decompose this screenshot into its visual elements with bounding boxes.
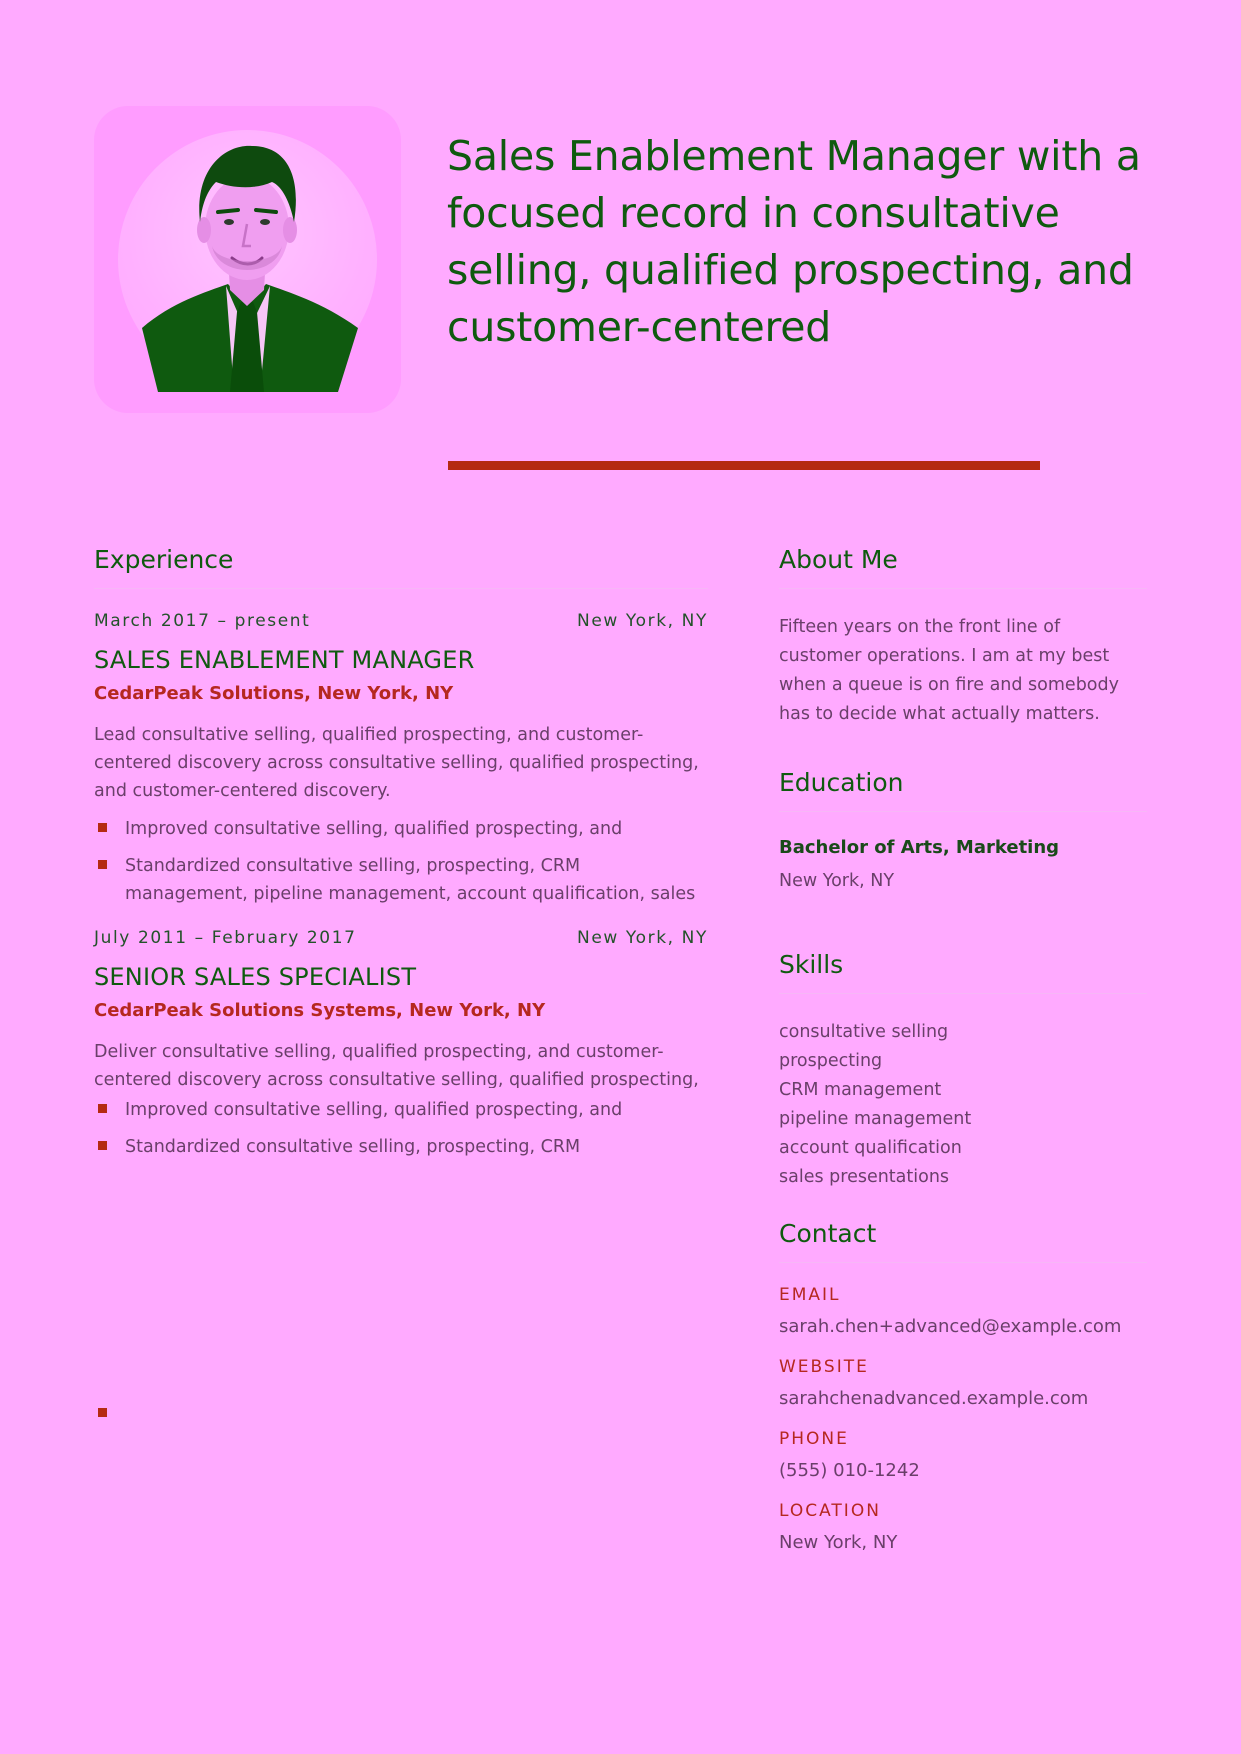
job-meta [94,926,708,950]
skill-item: prospecting [779,1051,883,1071]
sidebar [779,540,1147,1557]
education-section [779,763,1147,895]
location-label: LOCATION [779,1501,881,1521]
job-location: New York, NY [577,928,708,948]
job-title: SENIOR SALES SPECIALIST [94,963,417,991]
job-summary: Deliver consultative selling, qualified prospecting, and customer-centered discovery across consultative selling, qualified prospecting, [94,1042,699,1088]
website-value[interactable]: sarahchenadvanced.example.com [779,1388,1089,1409]
job-summary: Lead consultative selling, qualified prospecting, and customer-centered discovery across consultative selling, qualified prospecting, and customer-centered discovery. [94,725,699,801]
job-bullets [94,1096,708,1157]
phone-value: (555) 010-1242 [779,1460,920,1481]
headline-divider [448,461,1040,470]
education-degree: Bachelor of Arts, Marketing [779,837,1060,858]
contact-heading: Contact [779,1219,877,1248]
contact-phone [779,1427,1147,1485]
contact-section [779,1214,1147,1557]
job-bullet: Improved consultative selling, qualified prospecting, and [94,1096,708,1120]
experience-divider [94,588,708,589]
job-entry [94,609,708,906]
job-dates: March 2017 – present [94,611,311,631]
profile-photo-frame [94,106,401,413]
education-location: New York, NY [779,871,895,891]
job-title: SALES ENABLEMENT MANAGER [94,646,475,674]
job-company: CedarPeak Solutions, New York, NY [94,683,454,704]
contact-email [779,1283,1147,1341]
job-dates: July 2011 – February 2017 [94,928,357,948]
job-meta [94,609,708,633]
job-location: New York, NY [577,611,708,631]
job-company: CedarPeak Solutions Systems, New York, NY [94,1000,546,1021]
phone-label: PHONE [779,1429,849,1449]
skills-list [779,1018,1147,1192]
skill-item: CRM management [779,1080,942,1100]
job-bullet: Improved consultative selling, qualified prospecting, and [94,815,708,839]
experience-section [94,540,708,1157]
education-divider [779,811,1147,812]
skill-item: consultative selling [779,1022,949,1042]
skill-item: pipeline management [779,1109,972,1129]
contact-website [779,1355,1147,1413]
email-value[interactable]: sarah.chen+advanced@example.com [779,1316,1122,1337]
skill-item: sales presentations [779,1167,950,1187]
bullet-marker [98,1408,107,1417]
job-bullet: Standardized consultative selling, prospecting, CRM management, pipeline management, account qualification, sales [94,852,708,906]
skills-section [779,945,1147,1192]
skills-divider [779,993,1147,994]
about-section [779,540,1147,729]
skill-item: account qualification [779,1138,962,1158]
about-text: Fifteen years on the front line of customer operations. I am at my best when a queue is on fire and somebody has to decide what actually matters. [779,617,1119,724]
skills-heading: Skills [779,950,844,979]
contact-divider [779,1262,1147,1263]
contact-location [779,1499,1147,1557]
location-value: New York, NY [779,1532,898,1553]
job-entry [94,926,708,1157]
profile-photo [94,106,401,413]
headline: Sales Enablement Manager with a focused record in consultative selling, qualified prospecting, and customer-centered [447,132,1141,351]
website-label: WEBSITE [779,1357,869,1377]
about-heading: About Me [779,545,898,574]
job-bullets [94,815,708,906]
education-heading: Education [779,768,904,797]
experience-heading: Experience [94,545,234,574]
email-label: EMAIL [779,1285,841,1305]
job-bullet: Standardized consultative selling, prospecting, CRM [94,1133,708,1157]
about-divider [779,588,1147,589]
